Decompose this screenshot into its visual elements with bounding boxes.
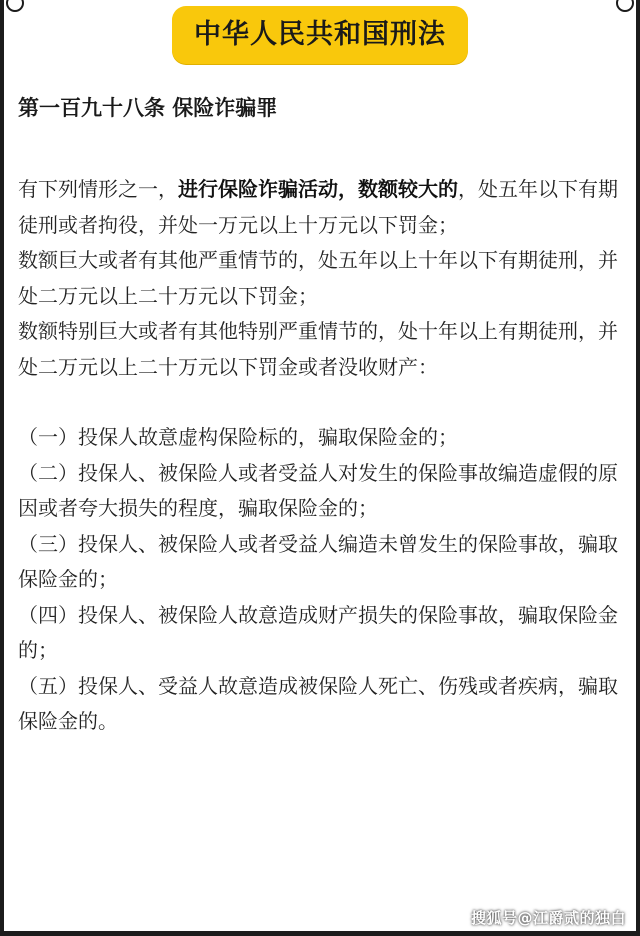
- clause-rest: ，处五年以下有期徒刑或者拘役，并处一万元以上十万元以下罚金；: [18, 177, 618, 237]
- list-item: （三）投保人、被保险人或者受益人编造未曾发生的保险事故，骗取保险金的；: [18, 531, 618, 591]
- penalty-clause-3: 数额特别巨大或者有其他特别严重情节的，处十年以上有期徒刑，并处二万元以上二十万元以下罚金或者没收财产：: [18, 319, 618, 379]
- list-item: （二）投保人、被保险人或者受益人对发生的保险事故编造虚假的原因或者夸大损失的程度，骗取保险金的；: [18, 460, 618, 520]
- article-body: [18, 172, 628, 740]
- source-watermark: 搜狐号@江爵贰的独白: [470, 909, 626, 927]
- penalty-clause-2: 数额巨大或者有其他严重情节的，处五年以上十年以下有期徒刑，并处二万元以上二十万元以下罚金；: [18, 248, 618, 308]
- title-banner: [0, 6, 640, 64]
- clause-lead: 有下列情形之一，: [18, 177, 178, 201]
- law-title: 中华人民共和国刑法: [172, 6, 468, 64]
- article-heading: 第一百九十八条 保险诈骗罪: [18, 96, 278, 120]
- list-item: （一）投保人故意虚构保险标的，骗取保险金的；: [18, 425, 458, 449]
- list-item: （四）投保人、被保险人故意造成财产损失的保险事故，骗取保险金的；: [18, 602, 618, 662]
- penalty-clause-1: [18, 172, 628, 243]
- clause-emphasis: 进行保险诈骗活动，数额较大的: [178, 177, 458, 201]
- list-item: （五）投保人、受益人故意造成被保险人死亡、伤残或者疾病，骗取保险金的。: [18, 673, 618, 733]
- spacer: [18, 385, 628, 420]
